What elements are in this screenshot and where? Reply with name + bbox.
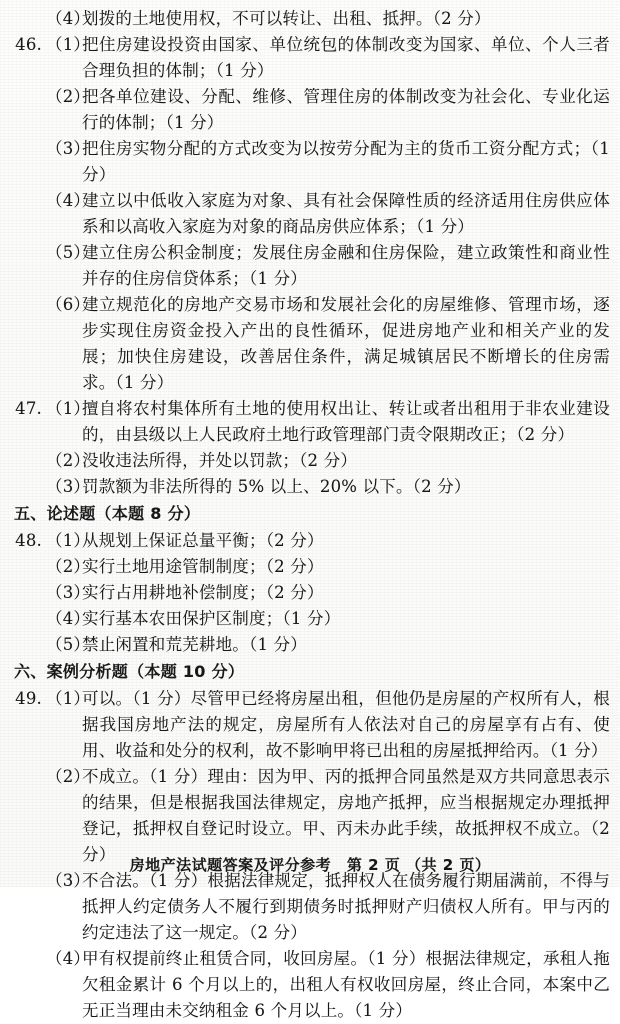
answer-text: 不合法。（1 分）根据法律规定，抵押权人在债务履行期届满前，不得与抵押人约定债务人不履行到期债务时抵押财产归债权人所有。甲与丙的约定违法了这一规定。（2 分） <box>82 871 610 942</box>
answer-text: 建立住房公积金制度；发展住房金融和住房保险，建立政策性和商业性并存的住房信贷体系；（1 分） <box>82 243 610 288</box>
answer-item <box>10 240 610 292</box>
answer-text: 擅自将农村集体所有土地的使用权出让、转让或者出租用于非农业建设的，由县级以上人民政府土地行政管理部门责令限期改正；（2 分） <box>82 399 610 444</box>
sub-item-marker: （5） <box>46 635 91 654</box>
answer-text: 实行占用耕地补偿制度；（2 分） <box>82 583 324 602</box>
sub-item-marker: （1） <box>46 399 91 418</box>
answer-text: 划拨的土地使用权，不可以转让、出租、抵押。（2 分） <box>82 9 491 28</box>
footer-page-label: 第 2 页 <box>346 856 401 874</box>
question-number: 48. <box>15 531 42 550</box>
sub-item-marker: （2） <box>46 451 91 470</box>
answer-item <box>10 474 610 500</box>
answer-text: 实行基本农田保护区制度；（1 分） <box>82 609 341 628</box>
sub-item-marker: （3） <box>46 583 91 602</box>
sub-item-marker: （4） <box>46 9 91 28</box>
answer-item <box>10 580 610 606</box>
answer-item <box>10 396 610 448</box>
sub-item-marker: （6） <box>46 295 91 314</box>
sub-item-marker: （3） <box>46 139 91 158</box>
answer-item <box>10 764 610 868</box>
answer-item <box>10 632 610 658</box>
sub-item-marker: （4） <box>46 609 91 628</box>
footer-title: 房地产法试题答案及评分参考 <box>129 856 332 874</box>
sub-item-marker: （5） <box>46 243 91 262</box>
footer-page-total: （共 2 页） <box>405 856 491 874</box>
question-number: 47. <box>15 399 42 418</box>
section-heading: 五、论述题（本题 8 分） <box>14 504 201 523</box>
sub-item-marker: （4） <box>46 949 91 968</box>
answer-text: 把各单位建设、分配、维修、管理住房的体制改变为社会化、专业化运行的体制；（1 分） <box>82 87 610 132</box>
sub-item-marker: （2） <box>46 87 91 106</box>
answer-text: 不成立。（1 分）理由：因为甲、丙的抵押合同虽然是双方共同意思表示的结果，但是根据我国法律规定，房地产抵押，应当根据规定办理抵押登记，抵押权自登记时设立。甲、丙未办此手续，故抵押权不成立。（2 分） <box>82 767 610 864</box>
sub-item-marker: （3） <box>46 477 91 496</box>
answer-item <box>10 448 610 474</box>
answer-text: 把住房建设投资由国家、单位统包的体制改变为国家、单位、个人三者合理负担的体制；（1 分） <box>82 35 610 80</box>
answer-text: 建立以中低收入家庭为对象、具有社会保障性质的经济适用住房供应体系和以高收入家庭为对象的商品房供应体系；（1 分） <box>82 191 610 236</box>
answer-text: 甲有权提前终止租赁合同，收回房屋。（1 分）根据法律规定，承租人拖欠租金累计 6 个月以上的，出租人有权收回房屋，终止合同，本案中乙无正当理由未交纳租金 6 个月以上。（1 分） <box>82 949 610 1020</box>
answer-text: 可以。（1 分）尽管甲已经将房屋出租，但他仍是房屋的产权所有人，根据我国房地产法的规定，房屋所有人依法对自己的房屋享有占有、使用、收益和处分的权利，故不影响甲将已出租的房屋抵押给丙。（1 分） <box>82 689 610 760</box>
answer-item <box>10 32 610 84</box>
answer-item <box>10 606 610 632</box>
sub-item-marker: （4） <box>46 191 91 210</box>
answer-text: 实行土地用途管制制度；（2 分） <box>82 557 324 576</box>
answer-text: 罚款额为非法所得的 5% 以上、20% 以下。（2 分） <box>82 477 471 496</box>
answer-text: 禁止闲置和荒芜耕地。（1 分） <box>82 635 307 654</box>
answer-item <box>10 6 610 32</box>
sub-item-marker: （2） <box>46 557 91 576</box>
question-number: 46. <box>15 35 42 54</box>
answer-text: 没收违法所得，并处以罚款；（2 分） <box>82 451 358 470</box>
answer-item <box>10 686 610 764</box>
answer-text: 建立规范化的房地产交易市场和发展社会化的房屋维修、管理市场，逐步实现住房资金投入产出的良性循环，促进房地产业和相关产业的发展；加快住房建设，改善居住条件，满足城镇居民不断增长的住房需求。（1 分） <box>82 295 610 392</box>
sub-item-marker: （2） <box>46 767 91 786</box>
answer-item <box>10 292 610 396</box>
question-number: 49. <box>15 689 42 708</box>
answer-item <box>10 528 610 554</box>
answer-item <box>10 188 610 240</box>
page-footer <box>0 854 620 875</box>
answer-item <box>10 868 610 946</box>
section-heading: 六、案例分析题（本题 10 分） <box>14 662 245 681</box>
sub-item-marker: （3） <box>46 871 91 890</box>
sub-item-marker: （1） <box>46 35 91 54</box>
answer-item <box>10 84 610 136</box>
sub-item-marker: （1） <box>46 689 91 708</box>
answer-text: 把住房实物分配的方式改变为以按劳分配为主的货币工资分配方式；（1 分） <box>82 139 610 184</box>
sub-item-marker: （1） <box>46 531 91 550</box>
answer-item <box>10 136 610 188</box>
answer-item <box>10 554 610 580</box>
answer-text: 从规划上保证总量平衡；（2 分） <box>82 531 324 550</box>
answer-item <box>10 946 610 1024</box>
